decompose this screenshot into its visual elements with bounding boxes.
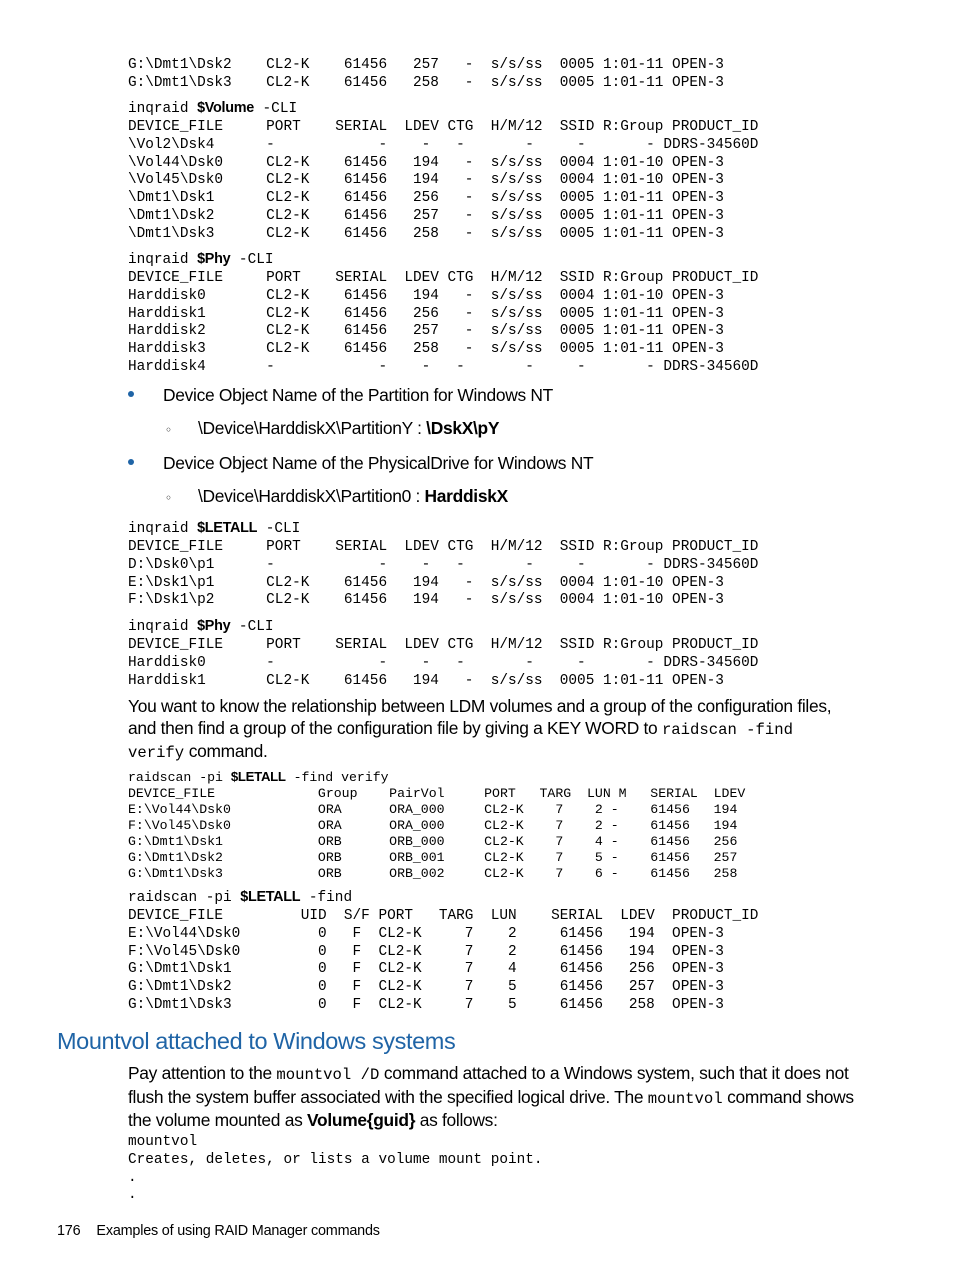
page-footer — [57, 1223, 380, 1239]
sub-bullet-text: \Device\HarddiskX\PartitionY : \DskX\pY — [198, 418, 500, 438]
command-inqraid-letall — [128, 520, 300, 539]
command-inqraid-phy-2 — [128, 618, 273, 637]
bold-term: HarddiskX — [424, 486, 508, 506]
paragraph-mountvol: Pay attention to the mountvol /D command attached to a Windows system, such that it does not flush the system buffer associated with the specified logical drive. The mountvol command shows the volume mounted as Volume{guid} as follows: — [128, 1063, 854, 1130]
bold-term: \DskX\pY — [426, 418, 500, 438]
command-suffix: -find — [300, 890, 353, 906]
command-prefix: inqraid — [128, 252, 198, 268]
command-prefix: raidscan -pi — [128, 770, 231, 785]
bullet-text: Device Object Name of the PhysicalDrive for Windows NT — [163, 453, 594, 473]
code-block-inqraid-phy-2-output: DEVICE_FILE PORT SERIAL LDEV CTG H/M/12 SSID R:Group PRODUCT_ID Harddisk0 - - - - - - - DDRS-34560D Harddisk1 CL2-K 61456 194 - s/s/ss 0005 1:01-11 OPEN-3 — [128, 637, 759, 689]
command-suffix: -find verify — [285, 770, 389, 785]
command-suffix: -CLI — [230, 619, 274, 635]
inline-code: raidscan -find verify — [128, 720, 793, 762]
command-prefix: inqraid — [128, 521, 198, 537]
command-prefix: inqraid — [128, 619, 198, 635]
command-suffix: -CLI — [257, 521, 301, 537]
command-suffix: -CLI — [253, 101, 298, 117]
command-prefix: raidscan -pi — [128, 890, 241, 906]
circle-bullet-icon: ◦ — [165, 423, 172, 437]
command-prefix: inqraid — [128, 101, 198, 117]
code-block-mountvol: mountvol Creates, deletes, or lists a volume mount point. . . — [128, 1134, 543, 1204]
section-heading: Mountvol attached to Windows systems — [57, 1028, 456, 1054]
code-block-inqraid-letall-output: DEVICE_FILE PORT SERIAL LDEV CTG H/M/12 SSID R:Group PRODUCT_ID D:\Dsk0\p1 - - - - - - - DDRS-34560D E:\Dsk1\p1 CL2-K 61456 194 - s/s/ss 0004 1:01-10 OPEN-3 F:\Dsk1\p2 CL2-K 61456 194 - s/s/ss 0004 1:01-10 OPEN-3 — [128, 539, 759, 609]
sub-bullet-text: \Device\HarddiskX\Partition0 : HarddiskX — [198, 486, 508, 506]
command-variable: $LETALL — [230, 769, 286, 784]
page-number: 176 — [57, 1223, 81, 1239]
circle-bullet-icon: ◦ — [165, 491, 172, 505]
code-block-raidscan-find-verify-output: DEVICE_FILE Group PairVol PORT TARG LUN M SERIAL LDEV E:\Vol44\Dsk0 ORA ORA_000 CL2-K 7 2 - 61456 194 F:\Vol45\Dsk0 ORA ORA_000 CL2-K 7 2 - 61456 194 G:\Dmt1\Dsk1 ORB ORB_000 CL2-K 7 4 - 61456 256 G:\Dmt1\Dsk2 ORB ORB_001 CL2-K 7 5 - 61456 257 G:\Dmt1\Dsk3 ORB ORB_002 CL2-K 7 6 - 61456 258 — [128, 786, 746, 881]
code-block-inqraid-volume-output: DEVICE_FILE PORT SERIAL LDEV CTG H/M/12 SSID R:Group PRODUCT_ID \Vol2\Dsk4 - - - - - - - DDRS-34560D \Vol44\Dsk0 CL2-K 61456 194 - s/s/ss 0004 1:01-10 OPEN-3 \Vol45\Dsk0 CL2-K 61456 194 - s/s/ss 0004 1:01-10 OPEN-3 \Dmt1\Dsk1 CL2-K 61456 256 - s/s/ss 0005 1:01-11 OPEN-3 \Dmt1\Dsk2 CL2-K 61456 257 - s/s/ss 0005 1:01-11 OPEN-3 \Dmt1\Dsk3 CL2-K 61456 258 - s/s/ss 0005 1:01-11 OPEN-3 — [128, 119, 759, 242]
command-variable: $LETALL — [197, 520, 258, 536]
command-variable: $Volume — [197, 100, 254, 116]
paragraph-ldm-relationship: You want to know the relationship between LDM volumes and a group of the configuration files, and then find a group of the configuration file by giving a KEY WORD to raidscan -find verify command. — [128, 696, 832, 762]
inline-code: mountvol /D — [276, 1066, 380, 1084]
command-variable: $Phy — [197, 618, 231, 634]
command-inqraid-phy — [128, 251, 273, 270]
bullet-dot-icon — [128, 459, 134, 465]
command-raidscan-find-verify — [128, 769, 389, 786]
command-suffix: -CLI — [230, 252, 274, 268]
code-block-inqraid-phy-output: DEVICE_FILE PORT SERIAL LDEV CTG H/M/12 SSID R:Group PRODUCT_ID Harddisk0 CL2-K 61456 194 - s/s/ss 0004 1:01-10 OPEN-3 Harddisk1 CL2-K 61456 256 - s/s/ss 0005 1:01-11 OPEN-3 Harddisk2 CL2-K 61456 257 - s/s/ss 0005 1:01-11 OPEN-3 Harddisk3 CL2-K 61456 258 - s/s/ss 0005 1:01-11 OPEN-3 Harddisk4 - - - - - - - DDRS-34560D — [128, 270, 759, 375]
command-inqraid-volume — [128, 100, 297, 119]
command-variable: $Phy — [197, 251, 231, 267]
chapter-title: Examples of using RAID Manager commands — [96, 1223, 380, 1239]
code-block-dmt1-tail: G:\Dmt1\Dsk2 CL2-K 61456 257 - s/s/ss 0005 1:01-11 OPEN-3 G:\Dmt1\Dsk3 CL2-K 61456 258 - s/s/ss 0005 1:01-11 OPEN-3 — [128, 57, 724, 91]
inline-code: mountvol — [647, 1089, 723, 1108]
command-raidscan-find — [128, 889, 352, 908]
command-variable: $LETALL — [240, 889, 301, 905]
bullet-text: Device Object Name of the Partition for Windows NT — [163, 385, 553, 405]
code-block-raidscan-find-output: DEVICE_FILE UID S/F PORT TARG LUN SERIAL LDEV PRODUCT_ID E:\Vol44\Dsk0 0 F CL2-K 7 2 61456 194 OPEN-3 F:\Vol45\Dsk0 0 F CL2-K 7 2 61456 194 OPEN-3 G:\Dmt1\Dsk1 0 F CL2-K 7 4 61456 256 OPEN-3 G:\Dmt1\Dsk2 0 F CL2-K 7 5 61456 257 OPEN-3 G:\Dmt1\Dsk3 0 F CL2-K 7 5 61456 258 OPEN-3 — [128, 908, 759, 1013]
bullet-dot-icon — [128, 391, 134, 397]
bold-term: Volume{guid} — [307, 1110, 416, 1130]
